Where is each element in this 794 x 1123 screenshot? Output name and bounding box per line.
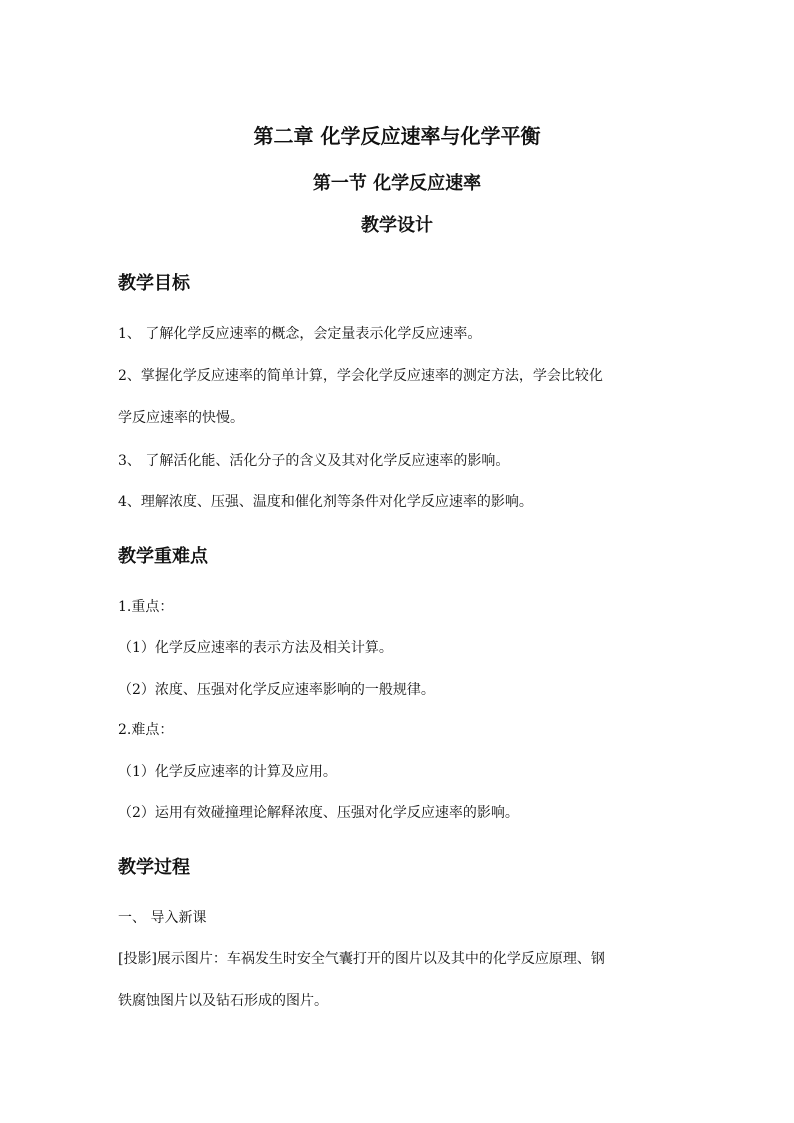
focus-item: （1）化学反应速率的表示方法及相关计算。 xyxy=(118,640,393,656)
difficulty-label: 2.难点： xyxy=(118,722,174,738)
section-title: 第一节 化学反应速率 xyxy=(312,173,482,194)
process-step: 一、 导入新课 xyxy=(118,910,207,926)
process-heading: 教学过程 xyxy=(118,857,190,878)
difficulty-item: （1）化学反应速率的计算及应用。 xyxy=(118,764,337,780)
objective-item: 4、理解浓度、压强、温度和催化剂等条件对化学反应速率的影响。 xyxy=(118,494,533,510)
objectives-heading: 教学目标 xyxy=(118,273,190,294)
objective-item: 2、掌握化学反应速率的简单计算，学会化学反应速率的测定方法，学会比较化 xyxy=(118,368,603,384)
chapter-title: 第二章 化学反应速率与化学平衡 xyxy=(253,124,541,148)
process-line: [投影]展示图片：车祸发生时安全气囊打开的图片以及其中的化学反应原理、钢 xyxy=(118,951,605,967)
objective-item: 3、 了解活化能、活化分子的含义及其对化学反应速率的影响。 xyxy=(118,453,510,469)
focus-label: 1.重点： xyxy=(118,599,174,615)
process-line: 铁腐蚀图片以及钻石形成的图片。 xyxy=(118,993,328,1009)
difficulty-item: （2）运用有效碰撞理论解释浓度、压强对化学反应速率的影响。 xyxy=(118,805,519,821)
design-title: 教学设计 xyxy=(361,215,433,236)
objective-item: 1、 了解化学反应速率的概念，会定量表示化学反应速率。 xyxy=(118,326,482,342)
objective-item-continuation: 学反应速率的快慢。 xyxy=(118,410,244,426)
key-points-heading: 教学重难点 xyxy=(118,546,208,567)
focus-item: （2）浓度、压强对化学反应速率影响的一般规律。 xyxy=(118,682,435,698)
